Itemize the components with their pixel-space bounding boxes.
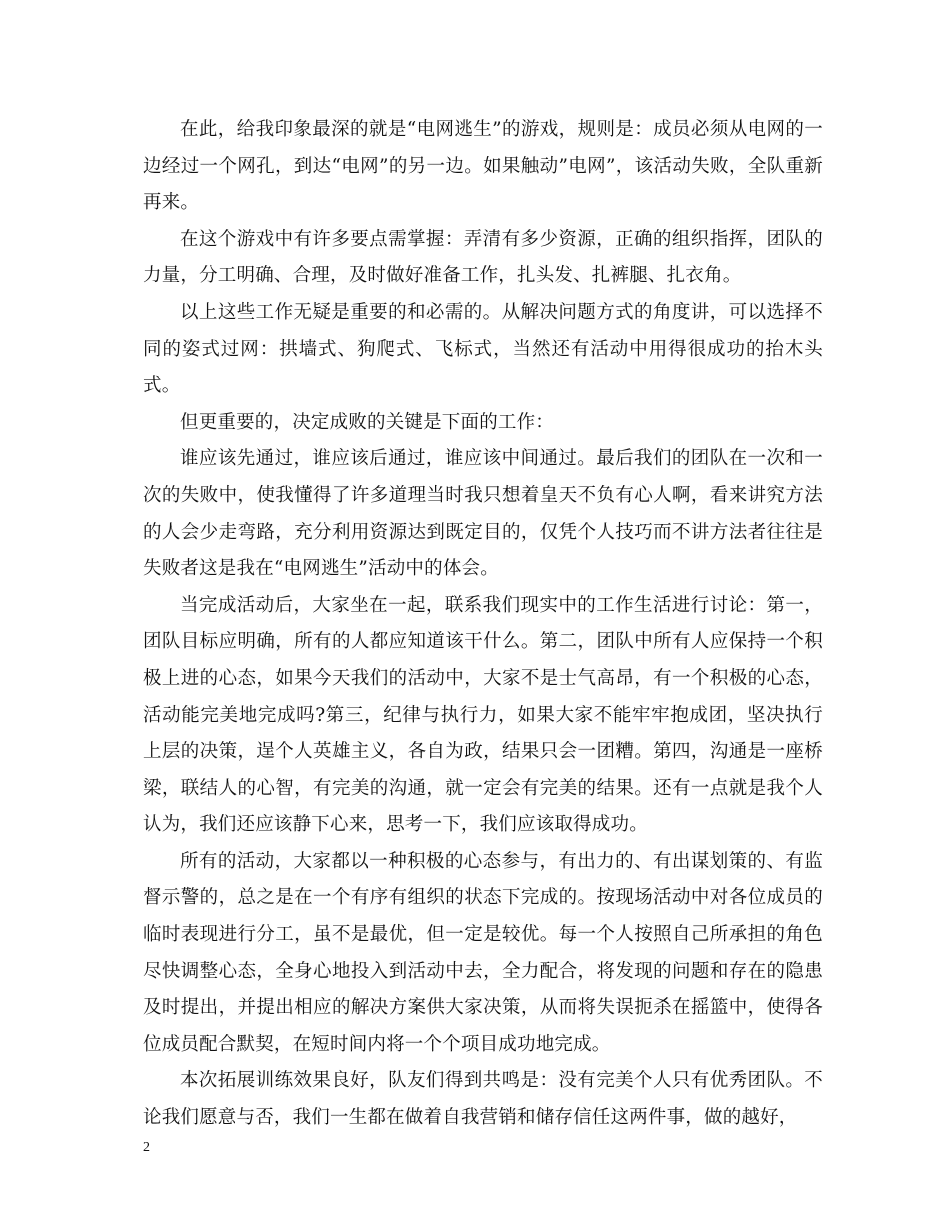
page-number: 2: [143, 1140, 150, 1155]
paragraph: 在这个游戏中有许多要点需掌握：弄清有多少资源，正确的组织指挥，团队的力量，分工明确、合理，及时做好准备工作，扎头发、扎裤腿、扎衣角。: [143, 228, 823, 287]
paragraph: 在此，给我印象最深的就是“电网逃生”的游戏，规则是：成员必须从电网的一边经过一个网孔，到达“电网”的另一边。如果触动”电网”，该活动失败，全队重新再来。: [143, 119, 823, 214]
paragraph: 当完成活动后，大家坐在一起，联系我们现实中的工作生活进行讨论：第一，团队目标应明确，所有的人都应知道该干什么。第二，团队中所有人应保持一个积极上进的心态，如果今天我们的活动中，大家不是士气高昂，有一个积极的心态，活动能完美地完成吗?第三，纪律与执行力，如果大家不能牢牢抱成团，坚决执行上层的决策，逞个人英雄主义，各自为政，结果只会一团糟。第四，沟通是一座桥梁，联结人的心智，有完美的沟通，就一定会有完美的结果。还有一点就是我个人认为，我们还应该静下心来，思考一下，我们应该取得成功。: [143, 594, 823, 836]
paragraph: 所有的活动，大家都以一种积极的心态参与，有出力的、有出谋划策的、有监督示警的，总之是在一个有序有组织的状态下完成的。按现场活动中对各位成员的临时表现进行分工，虽不是最优，但一定是较优。每一个人按照自己所承担的角色尽快调整心态，全身心地投入到活动中去，全力配合，将发现的问题和存在的隐患及时提出，并提出相应的解决方案供大家决策，从而将失误扼杀在摇篮中，使得各位成员配合默契，在短时间内将一个个项目成功地完成。: [143, 850, 823, 1055]
document-body: [143, 112, 823, 1137]
paragraph: 谁应该先通过，谁应该后通过，谁应该中间通过。最后我们的团队在一次和一次的失败中，使我懂得了许多道理当时我只想着皇天不负有心人啊，看来讲究方法的人会少走弯路，充分利用资源达到既定目的，仅凭个人技巧而不讲方法者往往是失败者这是我在“电网逃生”活动中的体会。: [143, 448, 823, 580]
paragraph: 但更重要的，决定成败的关键是下面的工作：: [180, 411, 555, 433]
paragraph: 以上这些工作无疑是重要的和必需的。从解决问题方式的角度讲，可以选择不同的姿式过网：拱墙式、狗爬式、飞标式，当然还有活动中用得很成功的抬木头式。: [143, 301, 823, 397]
paragraph: 本次拓展训练效果良好，队友们得到共鸣是：没有完美个人只有优秀团队。不论我们愿意与否，我们一生都在做着自我营销和储存信任这两件事，做的越好，: [143, 1070, 823, 1129]
